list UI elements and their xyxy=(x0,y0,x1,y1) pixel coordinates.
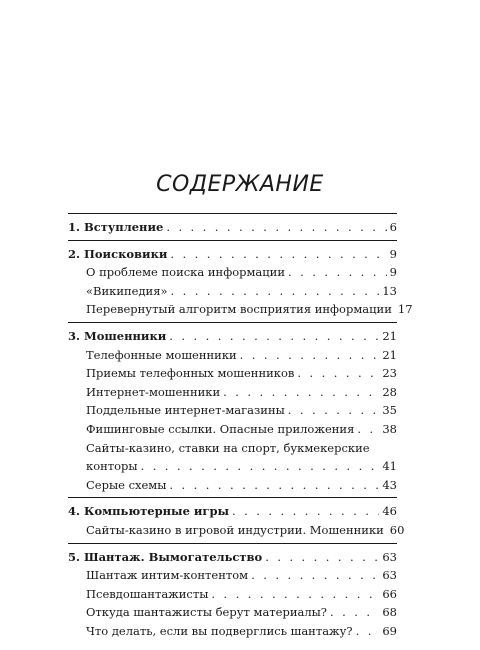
toc-section-5 xyxy=(68,543,397,644)
toc-section-1 xyxy=(68,213,397,240)
dot-leader xyxy=(265,548,379,567)
toc-subentry[interactable] xyxy=(68,401,397,420)
page-number: 35 xyxy=(382,403,397,418)
dot-leader xyxy=(288,263,387,282)
page-number: 60 xyxy=(389,522,405,537)
toc-subentry[interactable] xyxy=(68,457,397,476)
dot-leader xyxy=(169,327,379,346)
dot-leader xyxy=(141,457,380,476)
dot-leader xyxy=(211,585,379,604)
subentry-title: Откуда шантажисты берут материалы? xyxy=(86,605,327,620)
chapter-title: 1. Вступление xyxy=(68,220,164,234)
page-number: 43 xyxy=(382,477,397,492)
toc-subentry[interactable] xyxy=(68,420,397,439)
page-number: 28 xyxy=(382,384,397,399)
dot-leader xyxy=(357,420,379,439)
dot-leader xyxy=(170,245,386,264)
toc-chapter-entry[interactable] xyxy=(68,548,397,567)
page-number: 66 xyxy=(382,586,397,601)
subentry-title: О проблеме поиска информации xyxy=(86,265,286,280)
page-number: 69 xyxy=(382,623,397,638)
toc-subentry[interactable] xyxy=(68,585,397,604)
page-number: 9 xyxy=(389,246,397,261)
dot-leader xyxy=(232,502,379,521)
toc-subentry[interactable] xyxy=(68,521,405,540)
subentry-title: Поддельные интернет-магазины xyxy=(86,403,285,418)
toc-section-4 xyxy=(68,497,405,542)
subentry-title: Шантаж интим-контентом xyxy=(86,568,249,583)
page-number: 23 xyxy=(382,366,397,381)
toc-subentry[interactable] xyxy=(68,476,397,495)
dot-leader xyxy=(297,364,379,383)
toc-subentry[interactable] xyxy=(68,603,397,622)
subentry-title-line1: Сайты-казино, ставки на спорт, букмекерские xyxy=(86,440,370,455)
page-number: 9 xyxy=(389,265,397,280)
subentry-title: Перевернутый алгоритм восприятия информации xyxy=(86,302,392,317)
page-number: 38 xyxy=(382,421,397,436)
toc-subentry[interactable] xyxy=(68,263,397,282)
subentry-title: Сайты-казино в игровой индустрии. Мошенники xyxy=(86,522,384,537)
page-number: 63 xyxy=(382,549,397,564)
subentry-title: «Википедия» xyxy=(86,283,168,298)
toc-chapter-entry[interactable] xyxy=(68,502,397,521)
page-number: 21 xyxy=(382,347,397,362)
dot-leader xyxy=(223,383,379,402)
dot-leader xyxy=(171,282,380,301)
dot-leader xyxy=(251,566,379,585)
page-number: 21 xyxy=(382,328,397,343)
toc-chapter-entry[interactable] xyxy=(68,245,397,264)
subentry-title-line2: конторы xyxy=(86,459,138,474)
toc-subentry[interactable] xyxy=(68,282,397,301)
subentry-title: Интернет-мошенники xyxy=(86,384,221,399)
toc-subentry[interactable] xyxy=(68,300,413,319)
chapter-title: 4. Компьютерные игры xyxy=(68,504,230,519)
toc-section-2 xyxy=(68,240,413,322)
chapter-title: 2. Поисковики xyxy=(68,246,168,261)
dot-leader xyxy=(356,622,380,641)
dot-leader xyxy=(330,603,379,622)
chapter-title: 3. Мошенники xyxy=(68,328,167,343)
toc-subentry-wrapped-line[interactable] xyxy=(68,439,397,458)
page-number: 41 xyxy=(382,459,397,474)
toc-subentry[interactable] xyxy=(68,346,397,365)
toc-subentry[interactable] xyxy=(68,566,397,585)
toc-chapter-entry[interactable] xyxy=(68,327,397,346)
toc-subentry[interactable] xyxy=(68,364,397,383)
page-number: 6 xyxy=(389,220,397,234)
page-number: 13 xyxy=(382,283,397,298)
subentry-title: Псевдошантажисты xyxy=(86,586,209,601)
subentry-title: Что делать, если вы подверглись шантажу? xyxy=(86,623,353,638)
dot-leader xyxy=(240,346,380,365)
subentry-title: Приемы телефонных мошенников xyxy=(86,366,295,381)
subentry-title: Телефонные мошенники xyxy=(86,347,237,362)
page-title: СОДЕРЖАНИЕ xyxy=(156,172,324,197)
toc-subentry[interactable] xyxy=(68,383,397,402)
page-number: 17 xyxy=(397,302,413,317)
toc-subentry[interactable] xyxy=(68,622,397,641)
page-number: 46 xyxy=(382,504,397,519)
table-of-contents xyxy=(68,213,413,643)
page-number: 68 xyxy=(382,605,397,620)
subentry-title: Фишинговые ссылки. Опасные приложения xyxy=(86,421,355,436)
dot-leader xyxy=(288,401,380,420)
toc-chapter-entry[interactable] xyxy=(68,218,397,237)
dot-leader xyxy=(166,218,386,237)
subentry-title: Серые схемы xyxy=(86,477,167,492)
dot-leader xyxy=(169,476,379,495)
chapter-title: 5. Шантаж. Вымогательство xyxy=(68,549,263,564)
page-number: 63 xyxy=(382,568,397,583)
toc-section-3 xyxy=(68,322,397,497)
